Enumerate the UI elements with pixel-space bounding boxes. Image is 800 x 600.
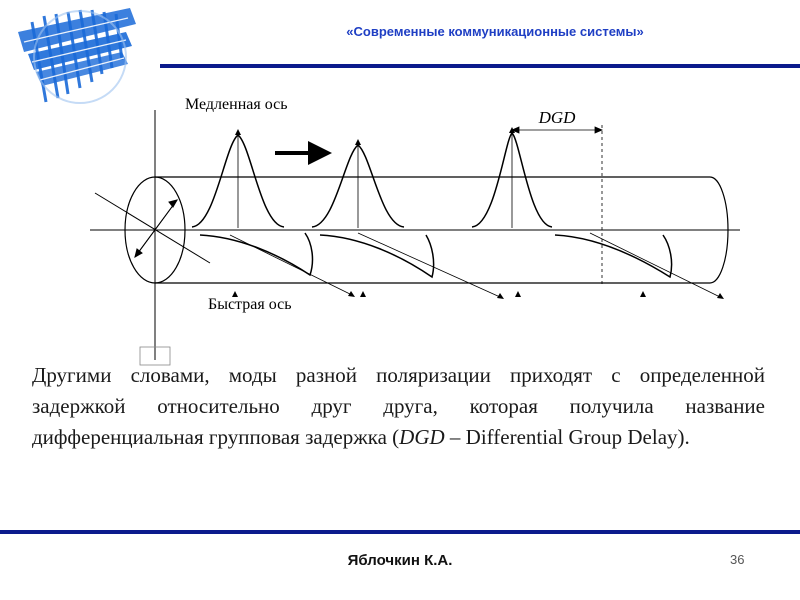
footer-divider xyxy=(0,530,800,534)
fast-axis-arrow-1 xyxy=(348,291,355,297)
footer-author: Яблочкин К.А. xyxy=(347,552,453,569)
slow-axis-label: Медленная ось xyxy=(185,96,288,113)
page-number: 36 xyxy=(730,552,745,567)
dgd-dimension xyxy=(512,125,602,285)
pmd-diagram xyxy=(80,85,760,375)
header-divider xyxy=(160,64,800,68)
body-text-end: – Differential Group Delay). xyxy=(444,425,690,449)
fast-axis-label: Быстрая ось xyxy=(208,296,292,313)
fast-axis-end-arrow-3 xyxy=(515,291,521,297)
fast-axis-end-arrow-2 xyxy=(360,291,366,297)
dgd-abbreviation: DGD xyxy=(399,425,445,449)
fast-axis-end-arrow-4 xyxy=(640,291,646,297)
slow-axis-arrow-1 xyxy=(235,129,241,135)
body-paragraph xyxy=(32,360,765,453)
polarization-arrows xyxy=(95,193,210,263)
dgd-label: DGD xyxy=(538,108,576,127)
slow-axis-pulses xyxy=(192,133,552,227)
body-text-start: Другими словами, моды разной поляризации приходят с определенной задержкой относительно друг друга, которая получила название дифференциальная групповая задержка ( xyxy=(32,363,765,449)
slow-axis-arrow-2 xyxy=(355,139,361,145)
slide-header-title: «Современные коммуникационные системы» xyxy=(346,24,644,39)
